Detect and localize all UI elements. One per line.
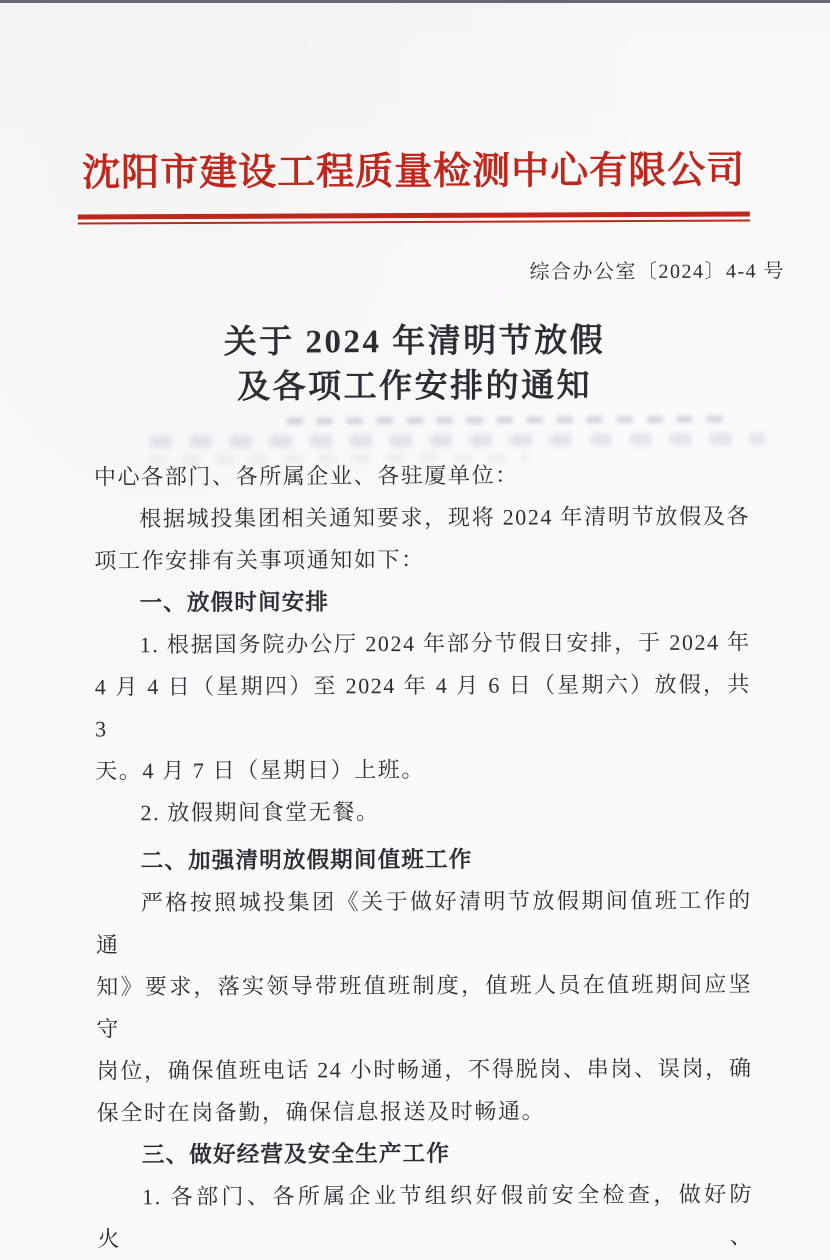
section-heading: 二、加强清明放假期间值班工作 <box>140 846 473 873</box>
letterhead-double-rule <box>78 211 750 224</box>
ink-bleedthrough-artifact <box>150 432 765 448</box>
notice-title <box>0 318 830 412</box>
notice-body <box>0 453 830 1260</box>
body-line: 项工作安排有关事项通知如下： <box>94 546 425 573</box>
body-line: 1. 根据国务院办公厅 2024 年部分节假日安排，于 2024 年 <box>139 629 751 657</box>
doc-number: 综合办公室〔2024〕4-4 号 <box>529 259 786 284</box>
body-line: 严格按照城投集团《关于做好清明节放假期间值班工作的通 <box>95 887 752 957</box>
body-line: 保全时在岗备勤，确保信息报送及时畅通。 <box>96 1098 546 1125</box>
body-line: 知》要求，落实领导带班值班制度，值班人员在值班期间应坚守 <box>96 971 753 1041</box>
body-lines <box>94 495 753 1260</box>
section-heading: 三、做好经营及安全生产工作 <box>141 1140 451 1167</box>
body-line: 2. 放假期间食堂无餐。 <box>140 798 380 825</box>
notice-title-line2: 及各项工作安排的通知 <box>237 367 593 406</box>
notice-title-line1: 关于 2024 年清明节放假 <box>223 322 606 361</box>
section-heading: 一、放假时间安排 <box>139 588 330 615</box>
ink-bleedthrough-artifact <box>287 416 730 425</box>
body-line: 根据城投集团相关通知要求，现将 2024 年清明节放假及各 <box>139 503 751 531</box>
body-line: 1. 各部门、各所属企业节组织好假前安全检查，做好防火、 <box>97 1181 754 1251</box>
body-line: 岗位，确保值班电话 24 小时畅通，不得脱岗、串岗、误岗，确 <box>96 1055 753 1083</box>
letterhead <box>0 148 829 224</box>
body-line: 天。4 月 7 日（星期日）上班。 <box>95 756 426 783</box>
salutation: 中心各部门、各所属企业、各驻厦单位： <box>93 462 519 489</box>
body-line: 4 月 4 日（星期四）至 2024 年 4 月 6 日（星期六）放假，共 3 <box>94 671 751 741</box>
letterhead-company-name: 沈阳市建设工程质量检测中心有限公司 <box>82 149 746 195</box>
